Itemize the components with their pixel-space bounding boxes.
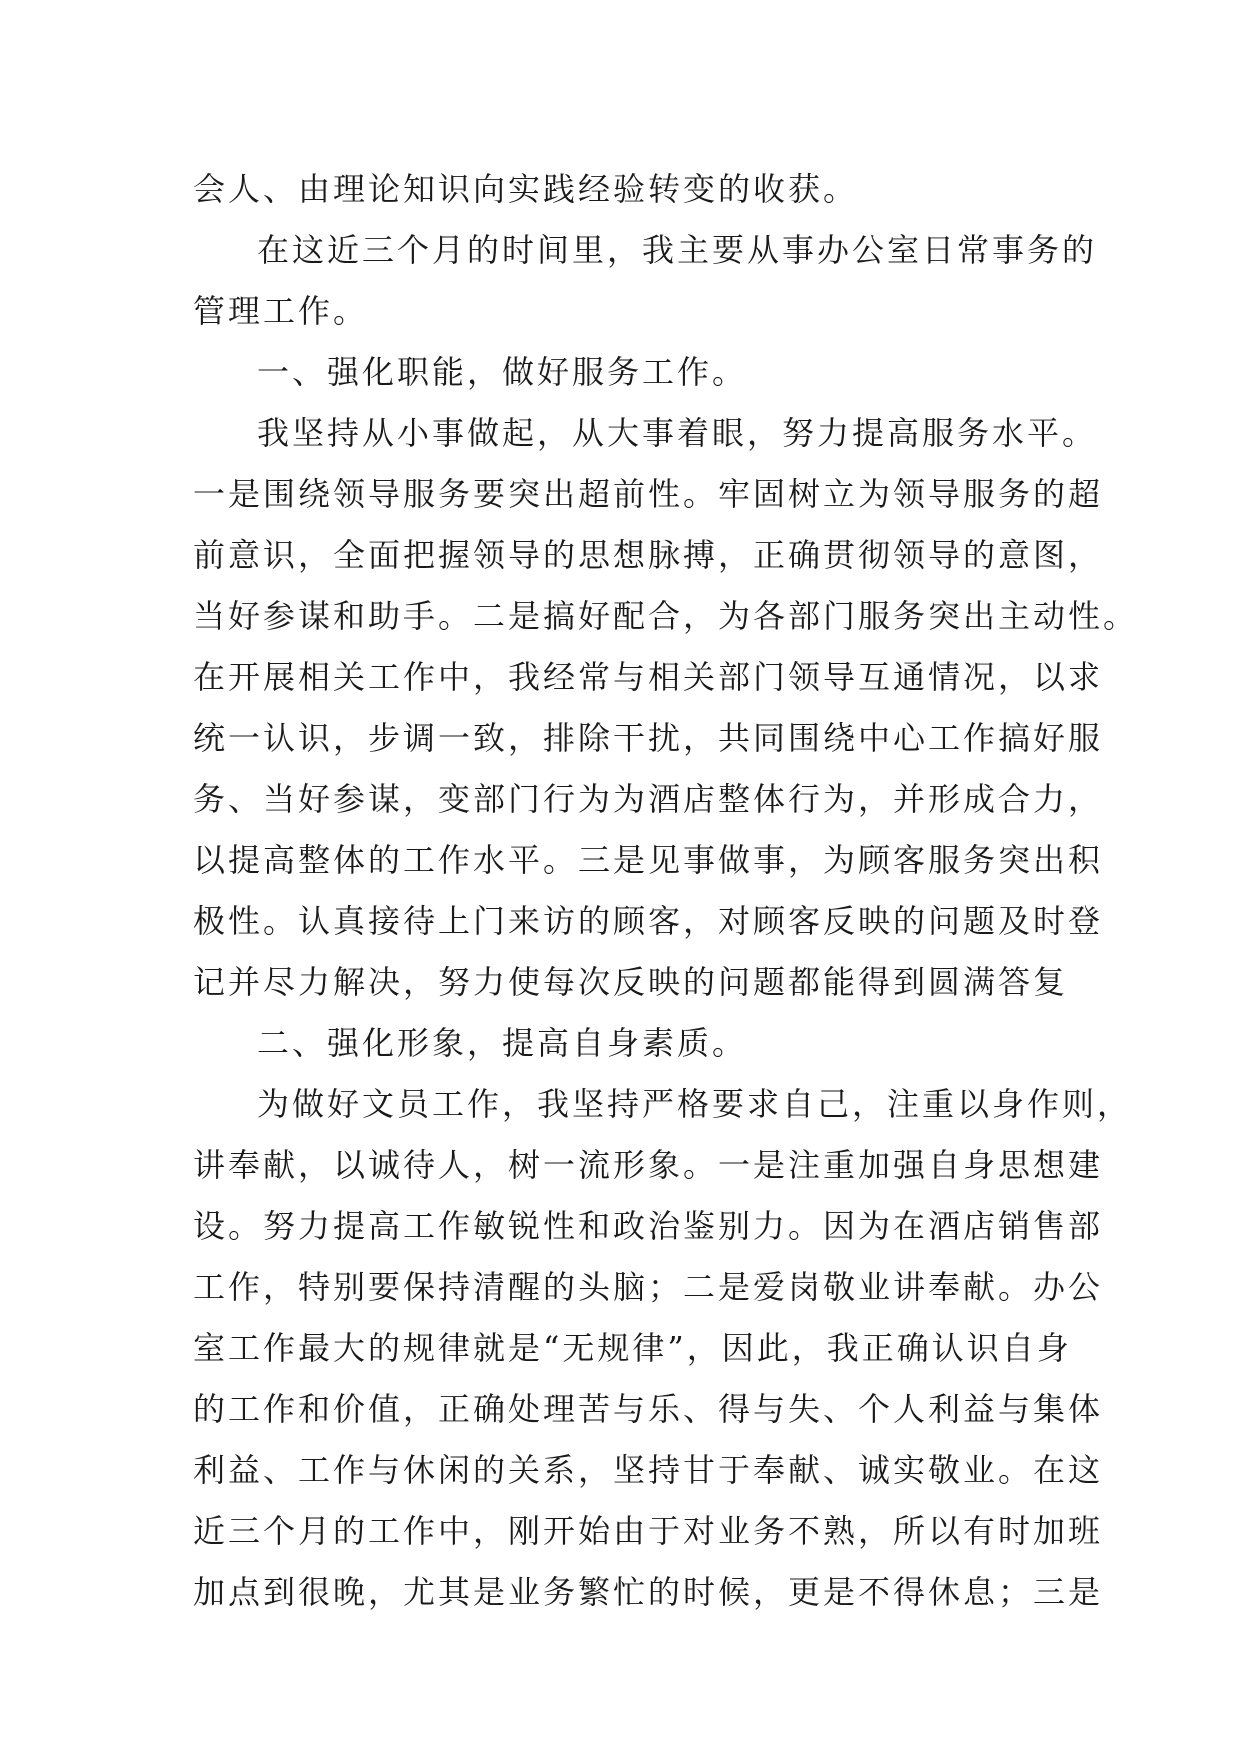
text-line: 记并尽力解决，努力使每次反映的问题都能得到圆满答复	[193, 963, 1069, 1001]
text-line: 讲奉献，以诚待人，树一流形象。一是注重加强自身思想建	[193, 1146, 1104, 1184]
text-line: 当好参谋和助手。二是搞好配合，为各部门服务突出主动性。	[193, 597, 1139, 635]
text-line: 近三个月的工作中，刚开始由于对业务不熟，所以有时加班	[193, 1512, 1104, 1550]
body-text	[193, 159, 1139, 1623]
text-line: 利益、工作与休闲的关系，坚持甘于奉献、诚实敬业。在这	[193, 1451, 1104, 1489]
text-line: 在开展相关工作中，我经常与相关部门领导互通情况，以求	[193, 658, 1104, 696]
text-line: 务、当好参谋，变部门行为为酒店整体行为，并形成合力，	[193, 780, 1104, 818]
text-line: 极性。认真接待上门来访的顾客，对顾客反映的问题及时登	[193, 902, 1104, 940]
text-line: 的工作和价值，正确处理苦与乐、得与失、个人利益与集体	[193, 1390, 1104, 1428]
text-line: 加点到很晚，尤其是业务繁忙的时候，更是不得休息；三是	[193, 1573, 1104, 1611]
text-line: 一是围绕领导服务要突出超前性。牢固树立为领导服务的超	[193, 475, 1104, 513]
text-line: 工作，特别要保持清醒的头脑；二是爱岗敬业讲奉献。办公	[193, 1268, 1104, 1306]
text-line: 设。努力提高工作敏锐性和政治鉴别力。因为在酒店销售部	[193, 1207, 1104, 1245]
text-line: 在这近三个月的时间里，我主要从事办公室日常事务的	[257, 231, 1098, 269]
text-line: 为做好文员工作，我坚持严格要求自己，注重以身作则，	[257, 1085, 1133, 1123]
section-heading: 一、强化职能，做好服务工作。	[257, 353, 748, 391]
text-line: 统一认识，步调一致，排除干扰，共同围绕中心工作搞好服	[193, 719, 1104, 757]
section-heading: 二、强化形象，提高自身素质。	[257, 1024, 748, 1062]
text-line: 管理工作。	[193, 292, 369, 330]
text-line: 我坚持从小事做起，从大事着眼，努力提高服务水平。	[257, 414, 1098, 452]
text-line: 前意识，全面把握领导的思想脉搏，正确贯彻领导的意图，	[193, 536, 1104, 574]
text-line: 以提高整体的工作水平。三是见事做事，为顾客服务突出积	[193, 841, 1104, 879]
text-line: 会人、由理论知识向实践经验转变的收获。	[193, 170, 859, 208]
text-line: 室工作最大的规律就是“无规律”，因此，我正确认识自身	[193, 1329, 1072, 1367]
